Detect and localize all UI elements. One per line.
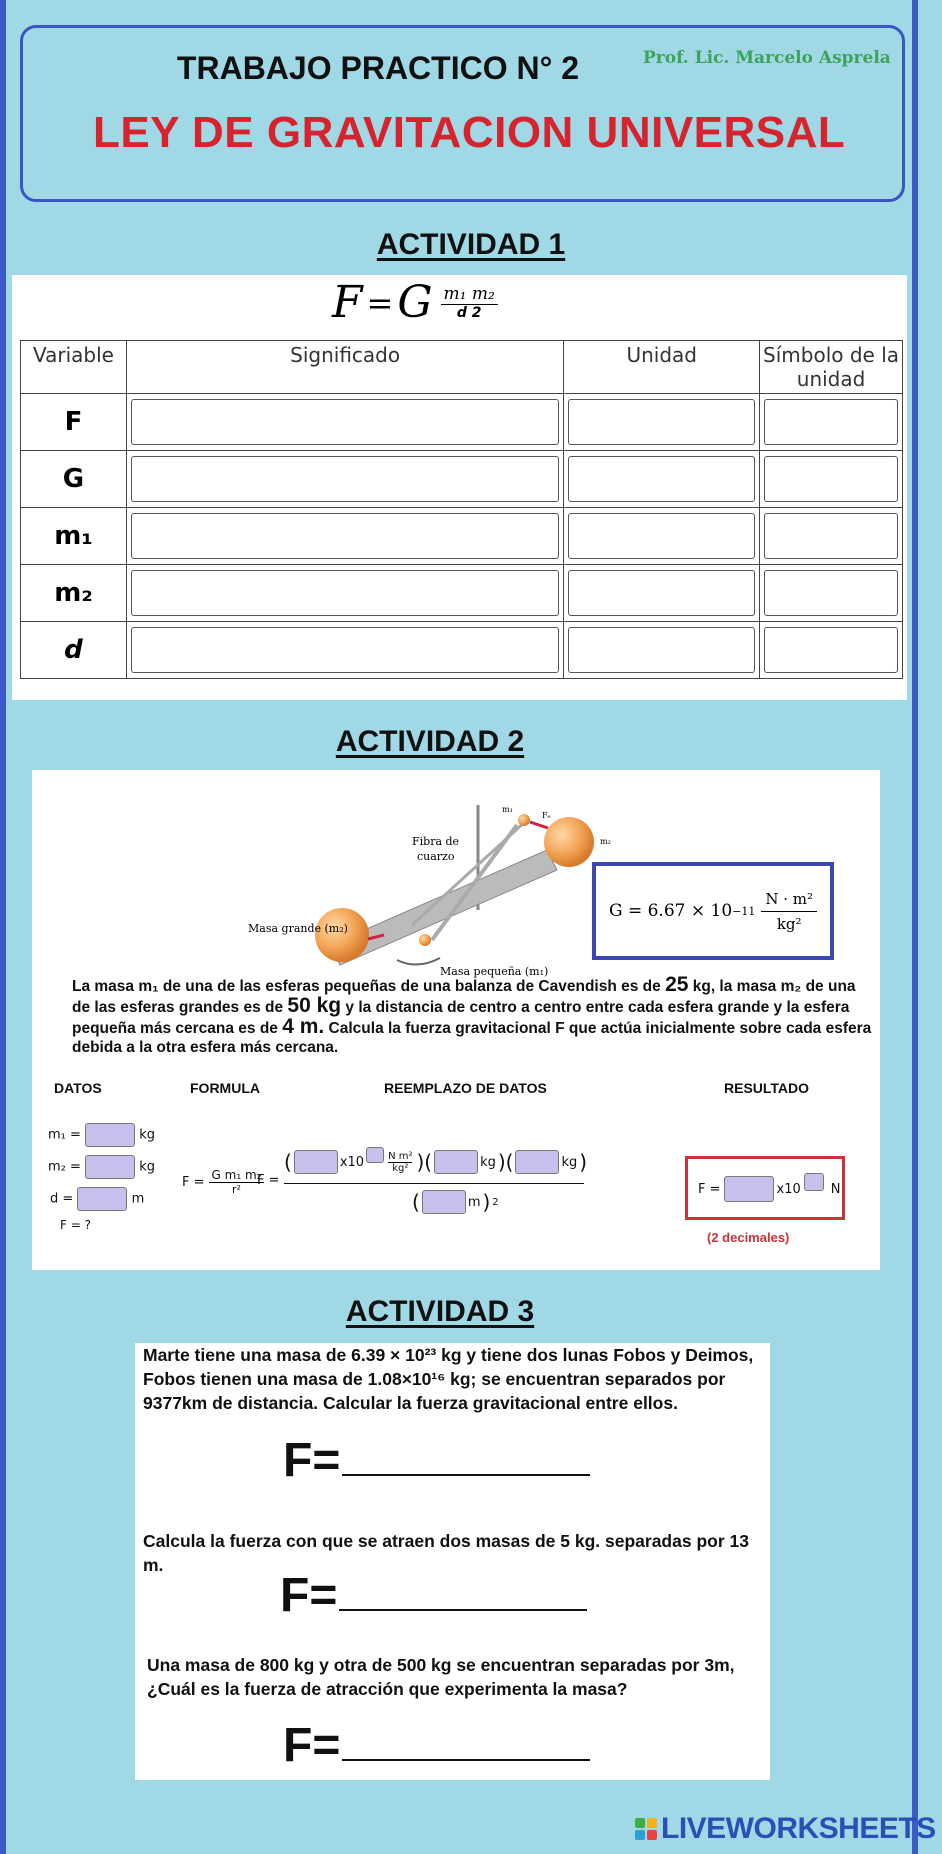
significado-input[interactable] bbox=[131, 513, 559, 559]
simbolo-input[interactable] bbox=[764, 456, 898, 502]
table-row bbox=[21, 508, 903, 565]
variable-label: F bbox=[21, 394, 127, 451]
page-frame-right bbox=[912, 0, 918, 1854]
simbolo-input[interactable] bbox=[764, 513, 898, 559]
simbolo-input[interactable] bbox=[764, 399, 898, 445]
unidad-input[interactable] bbox=[568, 570, 755, 616]
author-name: Prof. Lic. Marcelo Asprela bbox=[643, 48, 891, 68]
header-datos: DATOS bbox=[54, 1080, 102, 1096]
label-fg: Fₑ bbox=[542, 811, 551, 820]
header-box bbox=[20, 25, 905, 202]
significado-input[interactable] bbox=[131, 627, 559, 673]
table-row bbox=[21, 451, 903, 508]
label-fibra: Fibra de bbox=[412, 835, 460, 848]
problem-1: Marte tiene una masa de 6.39 × 10²³ kg y tiene dos lunas Fobos y Deimos, Fobos tienen una masa de 1.08×10¹⁶ kg; se encuentran separados por 9377km de distancia. Calcular la fuerza gravitacional entre ellos. bbox=[143, 1345, 754, 1413]
activity-3-panel bbox=[135, 1343, 770, 1780]
cavendish-balance-diagram bbox=[212, 800, 632, 1000]
significado-input[interactable] bbox=[131, 570, 559, 616]
activity-3-title: ACTIVIDAD 3 bbox=[345, 1295, 535, 1328]
answer-line-1[interactable]: F= bbox=[283, 1433, 590, 1488]
header-formula: FORMULA bbox=[190, 1080, 260, 1096]
result-exponent-input[interactable] bbox=[804, 1173, 824, 1191]
m1-replace-input[interactable] bbox=[434, 1150, 478, 1174]
label-cuarzo: cuarzo bbox=[417, 850, 455, 863]
table-row bbox=[21, 622, 903, 679]
significado-input[interactable] bbox=[131, 399, 559, 445]
col-variable: Variable bbox=[21, 341, 127, 394]
g-mantissa-input[interactable] bbox=[294, 1150, 338, 1174]
reemplazo-denominador: ( m ) 2 bbox=[412, 1190, 499, 1214]
g-exponent-input[interactable] bbox=[366, 1147, 384, 1163]
simbolo-input[interactable] bbox=[764, 570, 898, 616]
activity-1-panel bbox=[12, 275, 907, 700]
d-replace-input[interactable] bbox=[422, 1190, 466, 1214]
datos-m2: m₂ = kg bbox=[48, 1155, 155, 1179]
reemplazo-f: F = bbox=[257, 1173, 280, 1188]
variable-label: G bbox=[21, 451, 127, 508]
result-mantissa-input[interactable] bbox=[724, 1176, 774, 1202]
variable-label: m₁ bbox=[21, 508, 127, 565]
datos-d: d = m bbox=[50, 1187, 144, 1211]
result-box bbox=[685, 1156, 845, 1220]
datos-m1: m₁ = kg bbox=[48, 1123, 155, 1147]
simbolo-input[interactable] bbox=[764, 627, 898, 673]
problem-2: Calcula la fuerza con que se atraen dos masas de 5 kg. separadas por 13 m. bbox=[143, 1531, 749, 1575]
col-simbolo: Símbolo de la unidad bbox=[760, 341, 903, 394]
decimals-note: (2 decimales) bbox=[707, 1230, 790, 1245]
fraction-line bbox=[284, 1183, 584, 1184]
gravitation-formula: F = G $\frac{\text{m₁ m₂}}{d 2}$ bbox=[332, 277, 498, 328]
worksheet-subtitle: LEY DE GRAVITACION UNIVERSAL bbox=[93, 108, 846, 157]
worksheet-title: TRABAJO PRACTICO N° 2 bbox=[176, 50, 580, 86]
label-m2: m₂ bbox=[600, 837, 611, 846]
header-resultado: RESULTADO bbox=[724, 1080, 810, 1096]
unidad-input[interactable] bbox=[568, 399, 755, 445]
formula-gravitacion: F = $\frac{\text{G m₁ m₂}}{\text{r²}}$ bbox=[182, 1168, 264, 1196]
activity-2-problem: La masa m₁ de una de las esferas pequeñas de una balanza de Cavendish es de 25 kg, la masa m₂ de una de las esferas grandes es de 50 kg y la distancia de centro a centro entre cada esfera grande y la esfera pequeña más cercana es de 4 m. Calcula la fuerza gravitacional F que actúa inicialmente sobre cada esfera debida a la otra esfera más cercana. bbox=[72, 973, 872, 1056]
answer-line-3[interactable]: F= bbox=[283, 1718, 590, 1773]
datos-f: F = ? bbox=[60, 1218, 91, 1232]
table-row bbox=[21, 565, 903, 622]
unidad-input[interactable] bbox=[568, 627, 755, 673]
gravitational-constant-box: G = 6.67 × 10 −11 $\frac{\text{N · m²}}{\text{kg²}}$ bbox=[592, 862, 834, 960]
label-masa-pequena: Masa pequeña (m₁) bbox=[440, 965, 549, 978]
label-m1: m₁ bbox=[502, 805, 513, 814]
col-unidad: Unidad bbox=[564, 341, 760, 394]
problem-3: Una masa de 800 kg y otra de 500 kg se encuentran separadas por 3m, ¿Cuál es la fuerza de atracción que experimenta la masa? bbox=[147, 1655, 735, 1699]
activity-2-title: ACTIVIDAD 2 bbox=[335, 725, 525, 758]
variable-label: d bbox=[21, 622, 127, 679]
m2-replace-input[interactable] bbox=[515, 1150, 559, 1174]
activity-2-panel bbox=[32, 770, 880, 1270]
answer-line-2[interactable]: F= bbox=[280, 1568, 587, 1623]
unidad-input[interactable] bbox=[568, 513, 755, 559]
label-masa-grande: Masa grande (m₂) bbox=[248, 922, 348, 935]
liveworksheets-icon bbox=[635, 1818, 657, 1840]
m1-input[interactable] bbox=[85, 1123, 135, 1147]
variables-table bbox=[20, 340, 903, 679]
significado-input[interactable] bbox=[131, 456, 559, 502]
col-significado: Significado bbox=[126, 341, 563, 394]
activity-1-title: ACTIVIDAD 1 bbox=[376, 228, 566, 261]
header-reemplazo: REEMPLAZO DE DATOS bbox=[384, 1080, 547, 1096]
d-input[interactable] bbox=[77, 1187, 127, 1211]
m2-input[interactable] bbox=[85, 1155, 135, 1179]
table-row bbox=[21, 394, 903, 451]
page-frame-left bbox=[0, 0, 6, 1854]
reemplazo-numerador: ( x10 N m² kg² )( kg )( kg ) bbox=[284, 1150, 587, 1174]
unidad-input[interactable] bbox=[568, 456, 755, 502]
result-expression: F = x10 N bbox=[698, 1176, 841, 1202]
variable-label: m₂ bbox=[21, 565, 127, 622]
liveworksheets-logo: LIVEWORKSHEETS bbox=[635, 1812, 936, 1846]
